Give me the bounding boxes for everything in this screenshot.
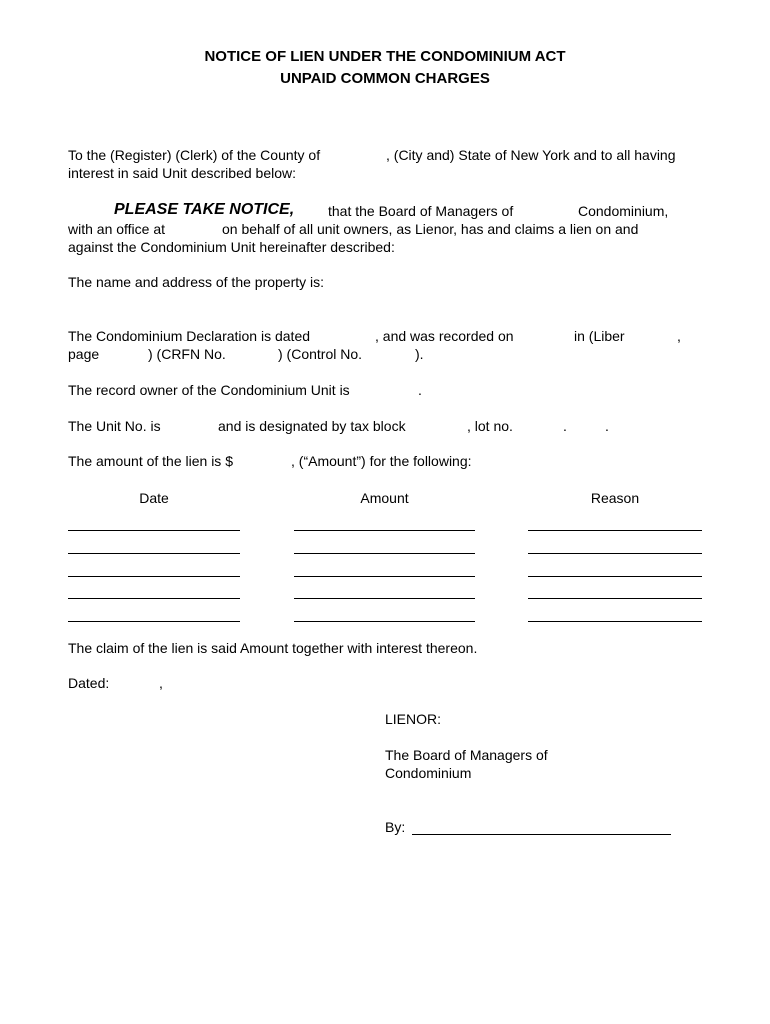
column-header-date: Date [139,490,169,506]
notice-text-2: Condominium, [578,203,669,219]
declaration-text-5: page [68,346,100,362]
unit-dot-1: . [563,418,567,434]
reason-line-1[interactable] [528,530,702,531]
date-line-5[interactable] [68,621,240,622]
board-line-2: Condominium [385,765,472,781]
reason-line-4[interactable] [528,598,702,599]
reason-line-5[interactable] [528,621,702,622]
date-line-4[interactable] [68,598,240,599]
document-title: NOTICE OF LIEN UNDER THE CONDOMINIUM ACT [204,48,566,65]
notice-text-5: against the Condominium Unit hereinafter described: [68,239,395,255]
by-label: By: [385,819,406,835]
document-subtitle: UNPAID COMMON CHARGES [280,70,490,87]
board-line-1: The Board of Managers of [385,747,548,763]
declaration-text-4: , [677,328,681,344]
dated-comma: , [159,675,163,691]
reason-line-3[interactable] [528,576,702,577]
amount-text-2: , (“Amount”) for the following: [291,453,472,469]
address-text-2: , (City and) State of New York and to all having [386,147,676,163]
column-header-amount: Amount [360,490,409,506]
unit-text-3: , lot no. [467,418,513,434]
unit-text-1: The Unit No. is [68,418,161,434]
amount-line-3[interactable] [294,576,475,577]
record-owner-text: The record owner of the Condominium Unit is [68,382,350,398]
date-line-3[interactable] [68,576,240,577]
unit-text-2: and is designated by tax block [218,418,406,434]
amount-line-1[interactable] [294,530,475,531]
declaration-text-1: The Condominium Declaration is dated [68,328,311,344]
date-line-1[interactable] [68,530,240,531]
amount-line-2[interactable] [294,553,475,554]
claim-text: The claim of the lien is said Amount together with interest thereon. [68,640,478,656]
declaration-text-8: ). [415,346,424,362]
date-line-2[interactable] [68,553,240,554]
notice-text-3: with an office at [68,221,166,237]
declaration-text-6: ) (CRFN No. [148,346,226,362]
column-header-reason: Reason [590,490,640,506]
record-owner-end: . [418,382,422,398]
unit-dot-2: . [605,418,609,434]
dated-label: Dated: [68,675,110,691]
notice-text-4: on behalf of all unit owners, as Lienor, has and claims a lien on and [222,221,639,237]
amount-text-1: The amount of the lien is $ [68,453,233,469]
amount-line-5[interactable] [294,621,475,622]
amount-line-4[interactable] [294,598,475,599]
declaration-text-3: in (Liber [574,328,625,344]
declaration-text-2: , and was recorded on [375,328,514,344]
reason-line-2[interactable] [528,553,702,554]
declaration-text-7: ) (Control No. [278,346,363,362]
address-text-3: interest in said Unit described below: [68,165,297,181]
lienor-label: LIENOR: [385,711,442,727]
property-text: The name and address of the property is: [68,274,325,290]
notice-text-1: that the Board of Managers of [328,203,514,219]
address-text-1: To the (Register) (Clerk) of the County of [68,147,321,163]
signature-line[interactable] [412,834,671,835]
notice-emphasis: PLEASE TAKE NOTICE, [114,201,295,218]
